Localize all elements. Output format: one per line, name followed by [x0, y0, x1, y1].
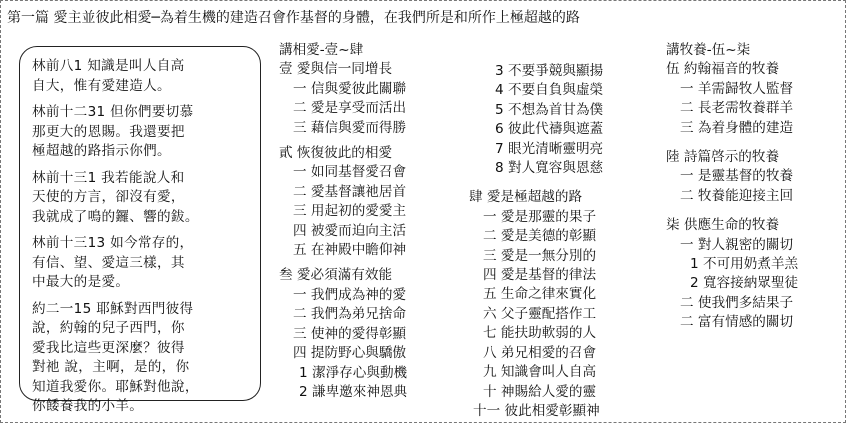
outline-point: 一 信與愛彼此關聯: [293, 80, 407, 97]
outline-point: 三 用起初的愛愛主: [293, 203, 407, 220]
outline-point: 二 愛是美德的彰顯: [483, 228, 597, 245]
verse-line: 你餧養我的小羊。: [32, 398, 144, 414]
outline-point: 九 知識會叫人自高: [483, 364, 597, 381]
verse-line: 林前十二31 但你們要切慕: [32, 104, 194, 120]
outline-point: 五 生命之律來實化: [483, 286, 597, 303]
verse-line: 林前十三13 如今常存的，: [32, 235, 194, 251]
outline-point: 叁 愛必須滿有效能: [279, 267, 393, 284]
outline-point: 2 謙卑邀來神恩典: [299, 383, 408, 400]
verse-4: [32, 234, 254, 293]
verse-3: [32, 169, 254, 228]
outline-point: 三 使神的愛得彰顯: [293, 325, 407, 342]
outline-point: 二 愛是享受而活出: [293, 100, 407, 117]
outline-point: 一 是靈基督的牧養: [680, 168, 794, 185]
section-header: 講牧養-伍~柒: [666, 42, 751, 58]
outline-point: 十一 彼此相愛彰顯神: [473, 402, 600, 419]
outline-point: 三 為着身體的建造: [680, 119, 794, 136]
verse-line: 說，約翰的兒子西門，你: [32, 320, 185, 336]
outline-point: 二 富有情感的關切: [680, 314, 794, 331]
verse-2: [32, 103, 254, 162]
verse-5: [32, 300, 254, 417]
verse-line: 林前十三1 我若能說人和: [32, 169, 185, 186]
outline-point: 七 能扶助軟弱的人: [483, 325, 597, 342]
outline-point: 二 使我們多結果子: [680, 294, 794, 311]
outline-point: 1 潔淨存心與動機: [299, 364, 408, 381]
outline-point: 二 長老需牧養群羊: [680, 100, 794, 117]
verse-line: 自大，惟有愛建造人。: [32, 77, 171, 94]
page-title: 第一篇 愛主並彼此相愛─為着生機的建造召會作基督的身體，在我們所是和所作上極超越的路: [7, 10, 580, 26]
outline-point: 四 提防野心與驕傲: [293, 345, 407, 362]
outline-point: 伍 約翰福音的牧養: [666, 61, 780, 78]
verse-line: 約二一15 耶穌對西門彼得: [32, 300, 194, 317]
verse-line: 那更大的恩賜。我還要把: [32, 123, 185, 140]
outline-point: 陸 詩篇啓示的牧養: [666, 149, 780, 166]
verse-line: 極超越的路指示你們。: [32, 143, 171, 159]
outline-point: 十 神賜給人愛的靈: [483, 383, 597, 400]
outline-point: 三 愛是一無分別的: [483, 247, 597, 264]
outline-point: 4 不要自負與虛榮: [495, 82, 604, 99]
outline-point: 7 眼光清晰靈明亮: [495, 140, 604, 157]
outline-point: 五 在神殿中瞻仰神: [293, 242, 407, 259]
outline-column-3: [666, 41, 841, 333]
outline-point: 一 對人親密的關切: [680, 236, 794, 253]
outline-point: 四 愛是基督的律法: [483, 267, 597, 284]
outline-point: 3 不要爭競與顯揚: [495, 63, 604, 79]
outline-point: 5 不想為首甘為僕: [495, 101, 604, 118]
outline-point: 柒 供應生命的牧養: [666, 217, 780, 234]
verse-line: 林前八1 知識是叫人自高: [32, 58, 185, 74]
verse-line: 有信、望、愛這三樣，其: [32, 254, 185, 271]
outline-point: 三 藉信與愛而得勝: [293, 119, 407, 136]
outline-point: 一 如同基督愛召會: [293, 164, 407, 181]
outline-point: 六 父子靈配搭作工: [483, 305, 597, 322]
verse-line: 我就成了鳴的鑼、響的鈸。: [32, 208, 199, 225]
verse-line: 知道我愛你。耶穌對他說，: [32, 378, 199, 395]
verse-line: 愛我比這些更深麼？彼得: [32, 339, 185, 356]
verse-line: 中最大的是愛。: [32, 274, 130, 290]
outline-point: 肆 愛是極超越的路: [469, 189, 583, 206]
outline-point: 1 不可用奶煮羊羔: [690, 256, 799, 273]
outline-point: 二 愛基督讓祂居首: [293, 183, 407, 200]
verse-line: 天使的方言，卻沒有愛，: [32, 189, 185, 205]
outline-point: 一 愛是那靈的果子: [483, 208, 597, 225]
outline-point: 二 我們為弟兄捨命: [293, 306, 407, 323]
outline-point: 壹 愛與信一同增長: [279, 61, 393, 78]
verse-1: [32, 57, 254, 96]
outline-point: 2 寬容接納眾聖徒: [690, 275, 799, 292]
outline-point: 6 彼此代禱與遮蓋: [495, 121, 604, 138]
section-header: 講相愛-壹~肆: [279, 42, 364, 58]
verse-line: 對祂 說，主啊，是的，你: [32, 359, 190, 375]
outline-point: 二 牧養能迎接主回: [680, 187, 794, 204]
outline-point: 一 我們成為神的愛: [293, 286, 407, 303]
outline-point: 一 羊需歸牧人監督: [680, 80, 794, 97]
outline-point: 四 被愛而迫向主活: [293, 222, 407, 239]
outline-point: 8 對人寬容與恩慈: [495, 160, 604, 177]
outline-column-2: [469, 62, 659, 421]
outline-point: 八 弟兄相愛的召會: [483, 344, 597, 361]
verse-box: [19, 46, 261, 414]
outline-column-1: [279, 41, 469, 402]
outline-point: 貳 恢復彼此的相愛: [279, 145, 393, 162]
